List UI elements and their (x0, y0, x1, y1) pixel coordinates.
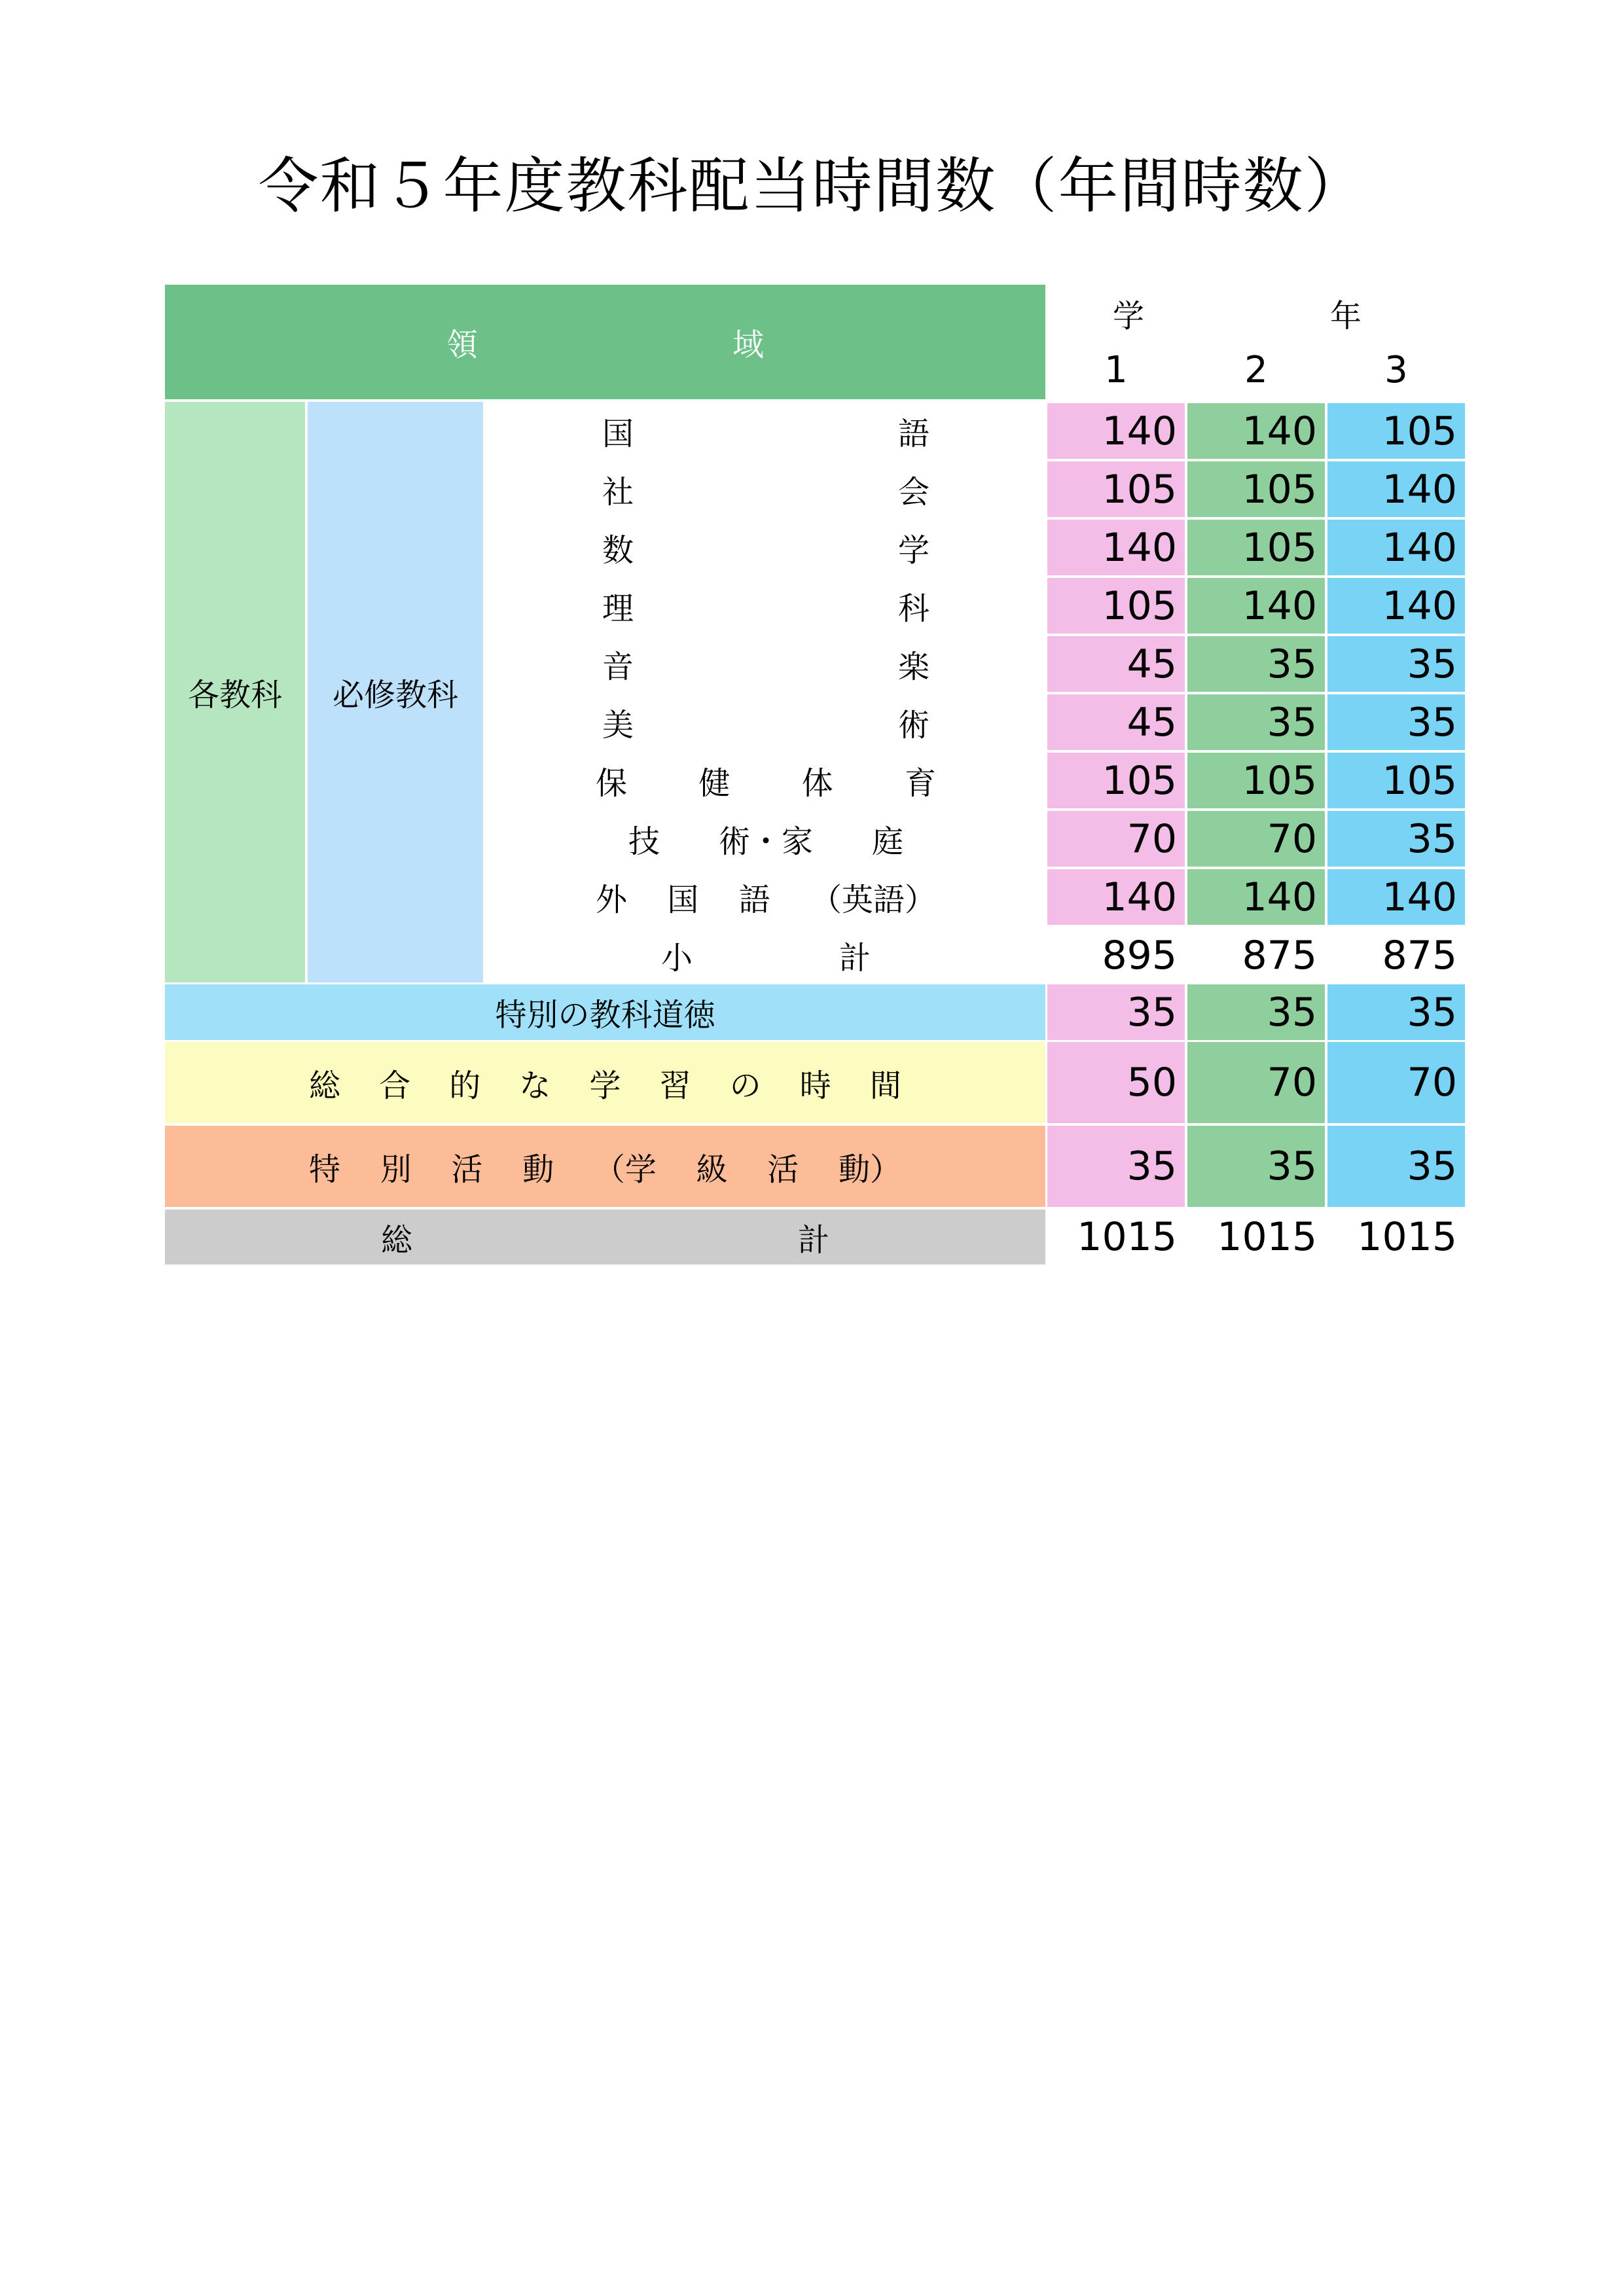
integrated-study-label-char: の (729, 1067, 761, 1104)
special-activities-label-char: 級 (696, 1151, 728, 1188)
subject-name-char: 術 (897, 707, 929, 744)
total-grade-3: 1015 (1357, 1214, 1457, 1260)
grade-header-char: 年 (1329, 297, 1362, 334)
subject-name-char: （英語） (810, 882, 936, 918)
subject-name-char: 技 (628, 823, 660, 860)
group-label-required: 必修教科 (308, 402, 483, 982)
hours-grade-2: 105 (1187, 753, 1325, 808)
grand-total-label-char: 計 (797, 1221, 829, 1259)
subtotal-grade-3: 875 (1382, 932, 1457, 978)
special-grade-2: 35 (1187, 1126, 1325, 1207)
group-label-all-subjects: 各教科 (165, 402, 305, 982)
subject-name (488, 693, 1044, 751)
hours-grade-3: 35 (1327, 636, 1465, 692)
integrated-study-label-char: 学 (589, 1067, 621, 1104)
subtotal-grade-1: 895 (1102, 932, 1177, 978)
hours-grade-1: 105 (1047, 578, 1185, 634)
domain-header-char: 域 (732, 327, 764, 363)
total-grade-1: 1015 (1077, 1214, 1177, 1260)
hours-grade-3: 140 (1327, 461, 1465, 517)
subtotal-label-char: 小 (661, 940, 693, 977)
special-activities-label-char: 特 (309, 1151, 341, 1188)
subject-name (488, 402, 1044, 460)
subject-name-char: 国 (602, 416, 634, 452)
subject-name-char: 外 (596, 882, 628, 918)
hours-grade-3: 35 (1327, 811, 1465, 867)
grade-1-label: 1 (1104, 348, 1128, 391)
subject-name-char: 語 (738, 882, 770, 918)
integrated-study-label-char: 総 (309, 1067, 341, 1104)
grade-header-char: 学 (1113, 297, 1145, 334)
subject-name (488, 868, 1044, 926)
integrated-study-label-char: な (519, 1067, 551, 1104)
moral-grade-2: 35 (1187, 984, 1325, 1040)
subject-name (488, 577, 1044, 635)
subject-name-char: 社 (602, 474, 634, 511)
grade-header (1113, 287, 1362, 339)
domain-header-char: 領 (446, 327, 478, 363)
subject-name (488, 810, 1044, 868)
subject-name-char: 科 (897, 590, 929, 627)
grade-2-label: 2 (1244, 348, 1268, 391)
hours-grade-2: 140 (1187, 869, 1325, 925)
integrated-study-label-char: 習 (659, 1067, 691, 1104)
special-activities-label-char: 動 (522, 1151, 554, 1188)
special-activities-label (165, 1126, 1045, 1207)
subject-name-char: 保 (596, 765, 628, 802)
subject-name-char: 国 (667, 882, 699, 918)
hours-grade-1: 70 (1047, 811, 1185, 867)
special-activities-label-char: 別 (380, 1151, 412, 1188)
hours-grade-2: 140 (1187, 578, 1325, 634)
subtotal-label (488, 926, 1044, 984)
hours-grade-2: 105 (1187, 461, 1325, 517)
integrated-grade-1: 50 (1047, 1042, 1185, 1123)
hours-grade-2: 35 (1187, 636, 1325, 692)
grade-3-label: 3 (1384, 348, 1408, 391)
hours-grade-1: 105 (1047, 753, 1185, 808)
hours-grade-3: 105 (1327, 753, 1465, 808)
domain-header (165, 285, 1045, 399)
subject-name-char: 語 (897, 416, 929, 452)
moral-grade-3: 35 (1327, 984, 1465, 1040)
subject-name-char: 理 (602, 590, 634, 627)
subject-name-char: 健 (698, 765, 731, 802)
hours-grade-3: 140 (1327, 578, 1465, 634)
subject-name-char: 美 (602, 707, 634, 744)
integrated-study-label-char: 時 (799, 1067, 831, 1104)
subject-name-char: 音 (602, 649, 634, 685)
subject-name-char: 数 (602, 532, 634, 569)
page-title: 令和５年度教科配当時間数（年間時数） (258, 151, 1366, 221)
subject-name-char: 会 (897, 474, 929, 511)
moral-grade-1: 35 (1047, 984, 1185, 1040)
hours-grade-1: 140 (1047, 520, 1185, 575)
grand-total-label (165, 1210, 1045, 1265)
total-grade-2: 1015 (1217, 1214, 1317, 1260)
special-grade-3: 35 (1327, 1126, 1465, 1207)
special-activities-label-char: 動） (838, 1151, 901, 1188)
hours-grade-1: 45 (1047, 694, 1185, 750)
integrated-study-label (165, 1042, 1045, 1123)
special-activities-label-char: 活 (767, 1151, 799, 1188)
subject-name-char: 庭 (871, 823, 903, 860)
integrated-study-label-char: 合 (379, 1067, 411, 1104)
hours-grade-1: 140 (1047, 403, 1185, 459)
subject-name-char: 楽 (897, 649, 929, 685)
subject-name (488, 460, 1044, 518)
subject-name-char: 学 (897, 532, 929, 569)
hours-grade-3: 140 (1327, 520, 1465, 575)
hours-grade-1: 105 (1047, 461, 1185, 517)
integrated-study-label-char: 間 (869, 1067, 901, 1104)
moral-education-label: 特別の教科道徳 (165, 984, 1045, 1040)
hours-grade-1: 140 (1047, 869, 1185, 925)
hours-grade-2: 105 (1187, 520, 1325, 575)
subject-name-char: 術・家 (718, 823, 813, 860)
subject-name (488, 751, 1044, 810)
integrated-grade-3: 70 (1327, 1042, 1465, 1123)
hours-grade-2: 70 (1187, 811, 1325, 867)
hours-grade-2: 35 (1187, 694, 1325, 750)
integrated-study-label-char: 的 (449, 1067, 481, 1104)
special-activities-label-char: （学 (593, 1151, 657, 1188)
hours-grade-2: 140 (1187, 403, 1325, 459)
integrated-grade-2: 70 (1187, 1042, 1325, 1123)
hours-grade-1: 45 (1047, 636, 1185, 692)
subject-name-char: 育 (904, 765, 936, 802)
subject-name (488, 518, 1044, 577)
subtotal-label-char: 計 (839, 940, 871, 977)
subject-name-char: 体 (801, 765, 833, 802)
hours-grade-3: 35 (1327, 694, 1465, 750)
subtotal-grade-2: 875 (1242, 932, 1317, 978)
special-activities-label-char: 活 (451, 1151, 483, 1188)
hours-grade-3: 105 (1327, 403, 1465, 459)
hours-grade-3: 140 (1327, 869, 1465, 925)
special-grade-1: 35 (1047, 1126, 1185, 1207)
subject-name (488, 635, 1044, 693)
grand-total-label-char: 総 (381, 1221, 413, 1259)
